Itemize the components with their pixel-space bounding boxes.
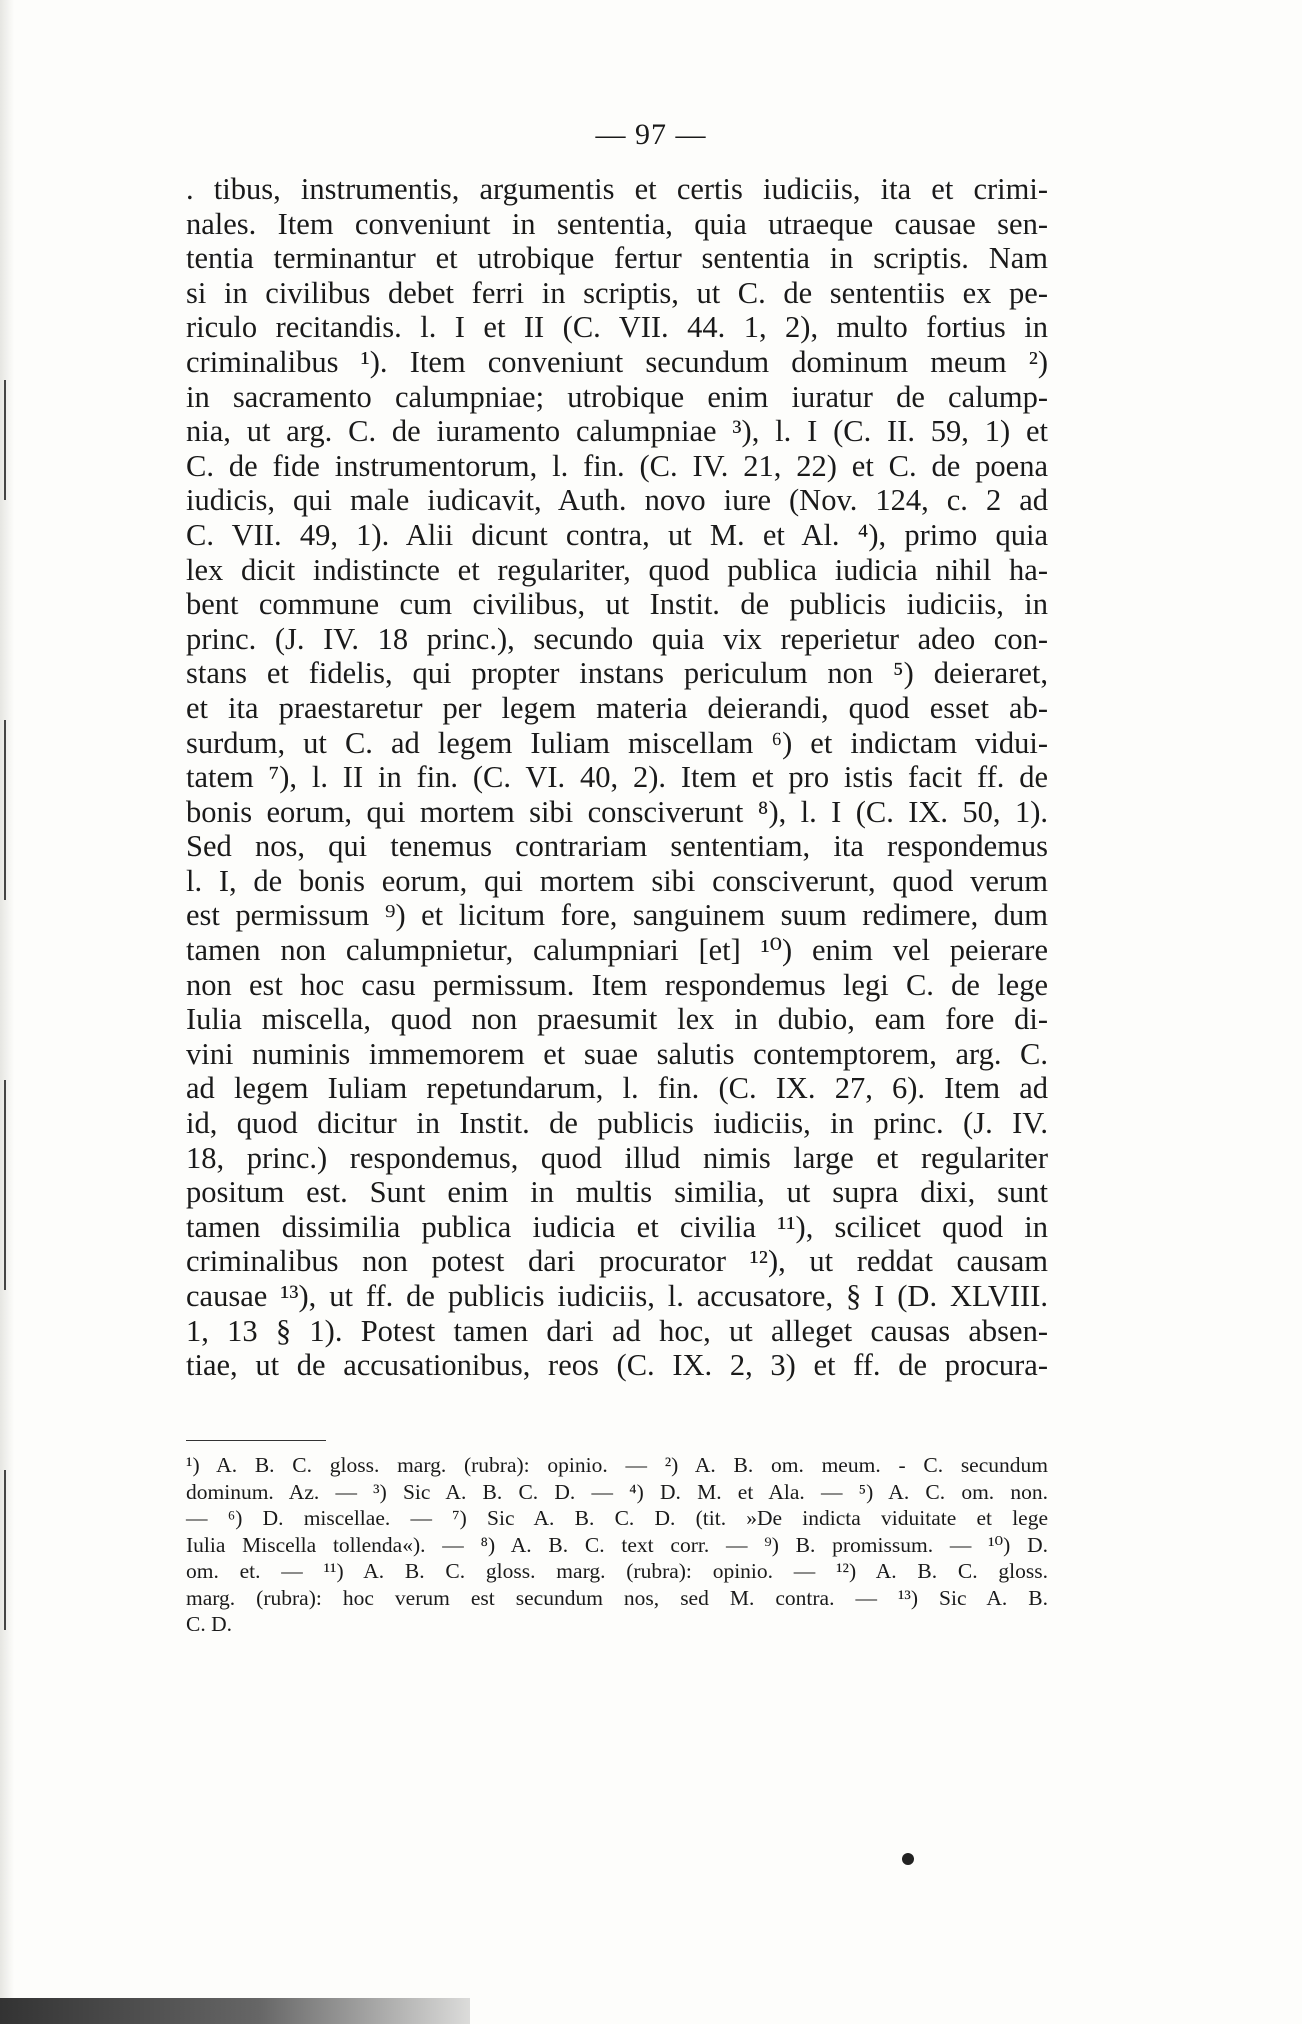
body-line: surdum, ut C. ad legem Iuliam miscellam ⁶) et indictam vidui- — [186, 725, 1048, 760]
body-line: tentia terminantur et utrobique fertur sententia in scriptis. Nam — [186, 241, 1048, 276]
body-line: vini numinis immemorem et suae salutis contemptorem, arg. C. — [186, 1036, 1048, 1071]
body-line: bonis eorum, qui mortem sibi consciverunt ⁸), l. I (C. IX. 50, 1). — [186, 794, 1048, 829]
footnote-divider — [186, 1440, 326, 1441]
body-line: id, quod dicitur in Instit. de publicis iudiciis, in princ. (J. IV. — [186, 1106, 1048, 1141]
body-line: causae ¹³), ut ff. de publicis iudiciis, l. accusatore, § I (D. XLVIII. — [186, 1279, 1048, 1313]
body-line: in sacramento calumpniae; utrobique enim iuratur de calump- — [186, 379, 1048, 414]
footnote-line: Iulia Miscella tollenda«). — ⁸) A. B. C. text corr. — ⁹) B. promissum. — ¹⁰) D. — [186, 1532, 1048, 1557]
page-number: — 97 — — [595, 118, 707, 151]
body-line: tiae, ut de accusationibus, reos (C. IX. 2, 3) et ff. de procura- — [186, 1348, 1048, 1383]
footnote-line: ¹) A. B. C. gloss. marg. (rubra): opinio. — ²) A. B. om. meum. - C. secundum — [186, 1453, 1048, 1477]
body-line: . tibus, instrumentis, argumentis et certis iudiciis, ita et crimi- — [186, 172, 1048, 206]
body-line: tatem ⁷), l. II in fin. (C. VI. 40, 2). Item et pro istis facit ff. de — [186, 760, 1048, 795]
body-line: ad legem Iuliam repetundarum, l. fin. (C. IX. 27, 6). Item ad — [186, 1071, 1048, 1106]
body-line: l. I, de bonis eorum, qui mortem sibi consciverunt, quod verum — [186, 863, 1048, 898]
scan-edge-mark — [4, 720, 6, 900]
body-line: nia, ut arg. C. de iuramento calumpniae ³), l. I (C. II. 59, 1) et — [186, 414, 1048, 449]
footnote-line: dominum. Az. — ³) Sic A. B. C. D. — ⁴) D. M. et Ala. — ⁵) A. C. om. non. — [186, 1479, 1048, 1504]
footnotes — [186, 1452, 1048, 1638]
body-line: et ita praestaretur per legem materia deierandi, quod esset ab- — [186, 690, 1048, 725]
body-line: stans et fidelis, qui propter instans periculum non ⁵) deieraret, — [186, 656, 1048, 691]
body-line: est permissum ⁹) et licitum fore, sanguinem suum redimere, dum — [186, 898, 1048, 933]
body-line: 1, 13 § 1). Potest tamen dari ad hoc, ut alleget causas absen- — [186, 1313, 1048, 1348]
body-line: C. VII. 49, 1). Alii dicunt contra, ut M. et Al. ⁴), primo quia — [186, 517, 1048, 552]
body-line: princ. (J. IV. 18 princ.), secundo quia vix reperietur adeo con- — [186, 621, 1048, 656]
body-line: C. de fide instrumentorum, l. fin. (C. IV. 21, 22) et C. de poena — [186, 448, 1048, 483]
body-text — [186, 172, 1048, 1383]
body-line: Iulia miscella, quod non praesumit lex in dubio, eam fore di- — [186, 1002, 1048, 1037]
body-line: lex dicit indistincte et regulariter, quod publica iudicia nihil ha- — [186, 552, 1048, 587]
footnote-line: C. D. — [186, 1612, 232, 1636]
footnote-line: om. et. — ¹¹) A. B. C. gloss. marg. (rubra): opinio. — ¹²) A. B. C. gloss. — [186, 1559, 1048, 1583]
body-line: non est hoc casu permissum. Item respondemus legi C. de lege — [186, 967, 1048, 1002]
ornament-mark — [902, 1853, 914, 1865]
scan-bottom-smudge — [0, 1998, 470, 2024]
body-line: criminalibus non potest dari procurator ¹²), ut reddat causam — [186, 1244, 1048, 1279]
body-line: iudicis, qui male iudicavit, Auth. novo iure (Nov. 124, c. 2 ad — [186, 483, 1048, 518]
body-line: Sed nos, qui tenemus contrariam sententiam, ita respondemus — [186, 829, 1048, 864]
body-line: 18, princ.) respondemus, quod illud nimis large et regulariter — [186, 1140, 1048, 1175]
body-line: si in civilibus debet ferri in scriptis, ut C. de sententiis ex pe- — [186, 275, 1048, 310]
body-line: bent commune cum civilibus, ut Instit. de publicis iudiciis, in — [186, 587, 1048, 622]
body-line: nales. Item conveniunt in sententia, quia utraeque causae sen- — [186, 206, 1048, 241]
body-line: criminalibus ¹). Item conveniunt secundum dominum meum ²) — [186, 344, 1048, 379]
scan-edge-mark — [4, 1080, 6, 1290]
scan-left-edge — [0, 0, 14, 2024]
body-line: riculo recitandis. l. I et II (C. VII. 44. 1, 2), multo fortius in — [186, 310, 1048, 345]
footnote-line: — ⁶) D. miscellae. — ⁷) Sic A. B. C. D. (tit. »De indicta viduitate et lege — [186, 1506, 1048, 1530]
scan-edge-mark — [4, 380, 6, 500]
body-line: positum est. Sunt enim in multis similia, ut supra dixi, sunt — [186, 1175, 1048, 1210]
body-line: tamen non calumpnietur, calumpniari [et] ¹⁰) enim vel peierare — [186, 933, 1048, 968]
body-line: tamen dissimilia publica iudicia et civilia ¹¹), scilicet quod in — [186, 1209, 1048, 1244]
footnote-line: marg. (rubra): hoc verum est secundum nos, sed M. contra. — ¹³) Sic A. B. — [186, 1585, 1048, 1610]
scan-edge-mark — [4, 1470, 6, 1630]
